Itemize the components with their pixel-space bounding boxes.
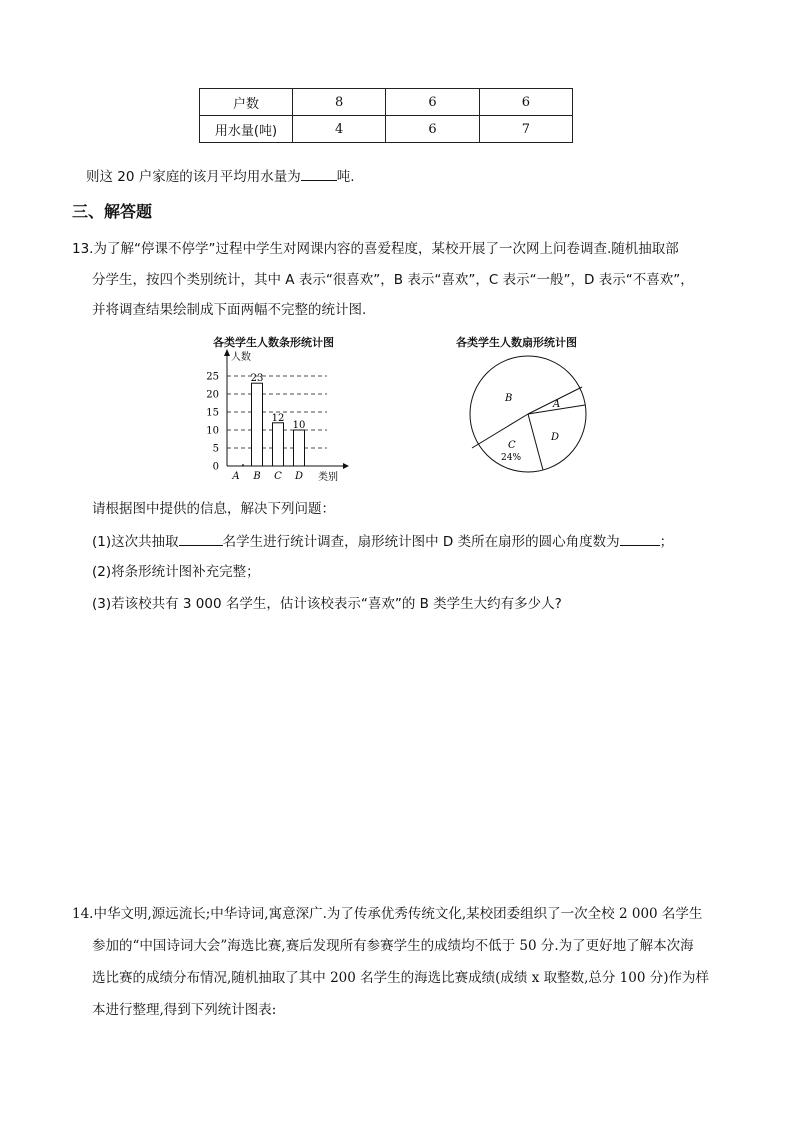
table-row-header: 户数: [200, 89, 293, 116]
q12-unit: 吨.: [336, 169, 355, 185]
pie-label-d: D: [551, 432, 560, 443]
bar-C: [273, 423, 284, 466]
answer-blank[interactable]: [179, 531, 223, 546]
table-cell: 6: [479, 89, 572, 116]
pie-chart: [462, 348, 598, 484]
table-cell: 4: [293, 116, 386, 143]
table-row: [200, 89, 573, 116]
y-tick-label: 10: [206, 425, 219, 437]
q12-text: 则这 20 户家庭的该月平均用水量为: [86, 169, 301, 185]
q13-prompt: 请根据图中提供的信息，解决下列问题：: [92, 501, 335, 517]
q12-answer-line: [86, 166, 355, 187]
table-cell: 8: [293, 89, 386, 116]
q13-line-1: 13.为了解“停课不停学”过程中学生对网课内容的喜爱程度，某校开展了一次网上问卷调查.随机抽取部: [72, 241, 679, 257]
q14-line-4: 本进行整理,得到下列统计图表:: [92, 1002, 277, 1018]
table-row-header: 用水量(吨): [200, 116, 293, 143]
y-axis-label: 人数: [231, 352, 251, 363]
q13-line-3: 并将调查结果绘制成下面两幅不完整的统计图.: [92, 302, 367, 318]
q13-sub1-text-a: (1)这次共抽取: [92, 534, 179, 550]
pie-divider-c-b: [472, 414, 528, 448]
bar-value-label: 12: [271, 412, 285, 424]
x-tick-label: B: [253, 471, 261, 482]
q13-sub1-text-c: ；: [659, 534, 674, 550]
x-tick-label: A: [232, 471, 240, 482]
pie-label-c: C: [508, 440, 516, 451]
pie-label-b: B: [505, 393, 513, 404]
q13-line-2: 分学生，按四个类别统计，其中 A 表示“很喜欢”，B 表示“喜欢”，C 表示“一般”，D 表示“不喜欢”，: [92, 272, 694, 288]
answer-blank[interactable]: [620, 531, 660, 546]
bar-B: [252, 383, 263, 466]
table-row: [200, 116, 573, 143]
y-tick-label: 0: [212, 461, 219, 473]
y-tick-label: 25: [206, 371, 219, 383]
y-axis-arrow-icon: [224, 349, 230, 356]
bar-chart-title: 各类学生人数条形统计图: [213, 336, 334, 349]
pie-divider-d-c: [528, 414, 543, 470]
x-tick-label: C: [274, 471, 282, 482]
water-usage-table: [199, 88, 573, 143]
pie-chart-title: 各类学生人数扇形统计图: [456, 336, 577, 349]
x-tick-label: D: [294, 471, 304, 482]
x-axis-label: 类别: [318, 472, 338, 483]
q14-line-3: 选比赛的成绩分布情况,随机抽取了其中 200 名学生的海选比赛成绩(成绩 x 取整数,总分 100 分)作为样: [92, 970, 710, 986]
bar-chart: [195, 348, 355, 484]
q13-sub3: (3)若该校共有 3 000 名学生，估计该校表示“喜欢”的 B 类学生大约有多少人?: [92, 596, 562, 612]
table-cell: 6: [386, 116, 479, 143]
pie-percent-c: 24%: [501, 453, 522, 463]
x-axis-arrow-icon: [343, 463, 349, 469]
q14-line-1: 14.中华文明,源远流长;中华诗词,寓意深广.为了传承优秀传统文化,某校团委组织了一次全校 2 000 名学生: [72, 906, 703, 922]
answer-blank[interactable]: [301, 166, 337, 181]
y-tick-label: 15: [206, 407, 219, 419]
table-cell: 6: [386, 89, 479, 116]
y-tick-label: 20: [206, 389, 219, 401]
bar-D: [294, 430, 305, 466]
q13-sub1: [92, 531, 673, 552]
q13-sub2: (2)将条形统计图补充完整；: [92, 564, 260, 580]
q14-line-2: 参加的“中国诗词大会”海选比赛,赛后发现所有参赛学生的成绩均不低于 50 分.为了更好地了解本次海: [92, 938, 694, 954]
bar-value-label: 10: [292, 420, 306, 431]
q13-sub1-text-b: 名学生进行统计调查，扇形统计图中 D 类所在扇形的圆心角度数为: [222, 534, 620, 550]
bar-value-label: 23: [250, 373, 264, 385]
pie-label-a: A: [553, 399, 561, 410]
y-tick-label: 5: [212, 443, 219, 455]
bar-A-placeholder: [242, 464, 244, 466]
section-title: 三、解答题: [72, 202, 153, 221]
table-cell: 7: [479, 116, 572, 143]
